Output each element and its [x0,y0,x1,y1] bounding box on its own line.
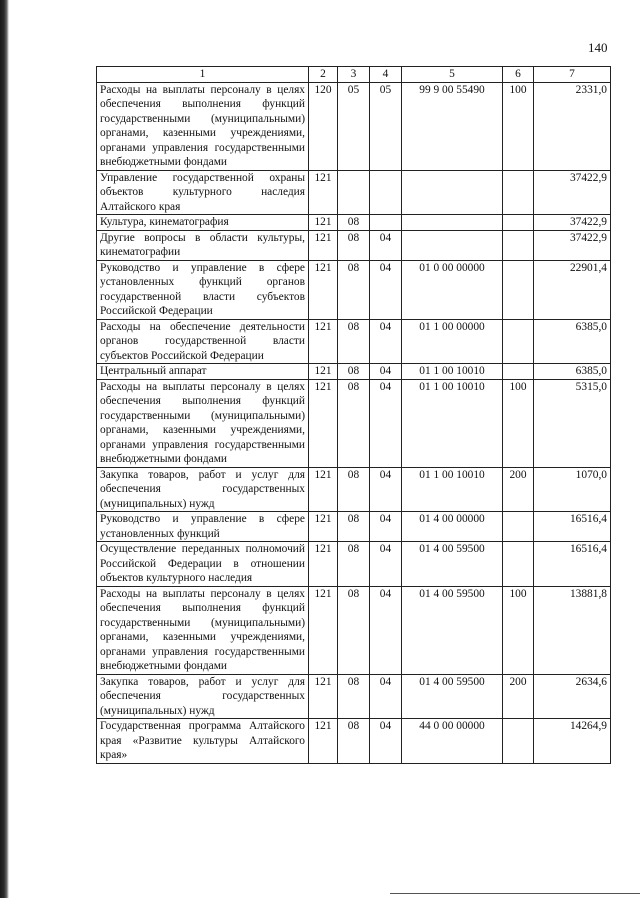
cell-section: 08 [338,542,370,587]
column-header: 1 [97,67,309,83]
cell-name: Культура, кинематография [97,215,309,231]
table-row [97,364,611,380]
table-row [97,467,611,512]
table-row [97,512,611,542]
cell-amount: 6385,0 [534,319,611,364]
cell-target-article: 99 9 00 55490 [402,82,503,170]
cell-name: Центральный аппарат [97,364,309,380]
cell-target-article: 01 4 00 00000 [402,512,503,542]
cell-subsection: 04 [370,586,402,674]
cell-name: Другие вопросы в области культуры, кинематографии [97,230,309,260]
cell-expense-type [503,512,534,542]
cell-subsection: 04 [370,467,402,512]
cell-subsection: 04 [370,364,402,380]
cell-section: 08 [338,260,370,319]
cell-target-article [402,230,503,260]
table-row [97,319,611,364]
cell-target-article: 01 4 00 59500 [402,586,503,674]
cell-expense-type: 100 [503,82,534,170]
cell-admin-code: 121 [309,230,338,260]
cell-target-article: 01 1 00 10010 [402,467,503,512]
cell-amount: 5315,0 [534,379,611,467]
cell-name: Расходы на выплаты персоналу в целях обеспечения выполнения функций государственными (муниципальными) органами, казенными учреждениями, органами управления государственными внебюджетными фондами [97,586,309,674]
cell-expense-type [503,215,534,231]
table-header-row [97,67,611,83]
table-row [97,82,611,170]
cell-section: 08 [338,586,370,674]
cell-subsection: 04 [370,719,402,764]
cell-amount: 6385,0 [534,364,611,380]
cell-name: Управление государственной охраны объектов культурного наследия Алтайского края [97,170,309,215]
cell-admin-code: 120 [309,82,338,170]
cell-name: Расходы на выплаты персоналу в целях обеспечения выполнения функций государственными (муниципальными) органами, казенными учреждениями, органами управления государственными внебюджетными фондами [97,379,309,467]
cell-admin-code: 121 [309,719,338,764]
table-row [97,719,611,764]
page-number: 140 [588,40,608,55]
cell-section: 08 [338,674,370,719]
bottom-rule [390,893,640,894]
cell-expense-type: 100 [503,586,534,674]
cell-amount: 2331,0 [534,82,611,170]
cell-subsection [370,170,402,215]
cell-name: Расходы на выплаты персоналу в целях обеспечения выполнения функций государственными (муниципальными) органами, казенными учреждениями, органами управления государственными внебюджетными фондами [97,82,309,170]
column-header: 7 [534,67,611,83]
cell-subsection: 04 [370,674,402,719]
cell-name: Закупка товаров, работ и услуг для обеспечения государственных (муниципальных) нужд [97,674,309,719]
cell-admin-code: 121 [309,512,338,542]
column-header: 4 [370,67,402,83]
cell-amount: 16516,4 [534,542,611,587]
cell-target-article: 01 1 00 10010 [402,364,503,380]
cell-target-article: 01 1 00 10010 [402,379,503,467]
cell-subsection: 04 [370,512,402,542]
cell-section: 08 [338,467,370,512]
cell-name: Государственная программа Алтайского края «Развитие культуры Алтайского края» [97,719,309,764]
cell-admin-code: 121 [309,674,338,719]
table-row [97,170,611,215]
cell-subsection: 05 [370,82,402,170]
cell-section: 08 [338,719,370,764]
cell-name: Осуществление переданных полномочий Российской Федерации в отношении объектов культурного наследия [97,542,309,587]
cell-target-article: 01 0 00 00000 [402,260,503,319]
cell-amount: 22901,4 [534,260,611,319]
cell-amount: 16516,4 [534,512,611,542]
cell-expense-type [503,719,534,764]
cell-target-article: 44 0 00 00000 [402,719,503,764]
cell-section: 08 [338,364,370,380]
cell-name: Расходы на обеспечение деятельности органов государственной власти субъектов Российской Федерации [97,319,309,364]
scan-edge-shadow [0,0,9,898]
column-header: 3 [338,67,370,83]
cell-admin-code: 121 [309,215,338,231]
cell-section: 08 [338,379,370,467]
table-row [97,379,611,467]
cell-amount: 13881,8 [534,586,611,674]
cell-target-article: 01 1 00 00000 [402,319,503,364]
cell-subsection: 04 [370,230,402,260]
cell-name: Закупка товаров, работ и услуг для обеспечения государственных (муниципальных) нужд [97,467,309,512]
cell-section: 08 [338,215,370,231]
cell-subsection: 04 [370,379,402,467]
cell-expense-type [503,260,534,319]
table-row [97,260,611,319]
table-row [97,542,611,587]
cell-target-article [402,215,503,231]
cell-subsection [370,215,402,231]
cell-expense-type [503,319,534,364]
table-row [97,230,611,260]
cell-name: Руководство и управление в сфере установленных функций органов государственной власти субъектов Российской Федерации [97,260,309,319]
cell-subsection: 04 [370,260,402,319]
cell-amount: 37422,9 [534,170,611,215]
cell-section: 05 [338,82,370,170]
cell-target-article [402,170,503,215]
cell-admin-code: 121 [309,364,338,380]
table-body [97,82,611,763]
budget-table [96,66,611,764]
cell-admin-code: 121 [309,467,338,512]
cell-amount: 14264,9 [534,719,611,764]
cell-target-article: 01 4 00 59500 [402,674,503,719]
cell-admin-code: 121 [309,260,338,319]
cell-admin-code: 121 [309,319,338,364]
cell-expense-type: 200 [503,467,534,512]
cell-admin-code: 121 [309,379,338,467]
cell-section [338,170,370,215]
cell-amount: 1070,0 [534,467,611,512]
cell-expense-type [503,230,534,260]
cell-expense-type [503,542,534,587]
cell-expense-type: 200 [503,674,534,719]
column-header: 6 [503,67,534,83]
cell-admin-code: 121 [309,170,338,215]
cell-amount: 37422,9 [534,230,611,260]
cell-subsection: 04 [370,319,402,364]
column-header: 5 [402,67,503,83]
cell-amount: 37422,9 [534,215,611,231]
table-row [97,215,611,231]
cell-expense-type: 100 [503,379,534,467]
cell-expense-type [503,364,534,380]
column-header: 2 [309,67,338,83]
cell-expense-type [503,170,534,215]
table-row [97,586,611,674]
cell-admin-code: 121 [309,586,338,674]
cell-subsection: 04 [370,542,402,587]
cell-section: 08 [338,512,370,542]
cell-target-article: 01 4 00 59500 [402,542,503,587]
cell-section: 08 [338,230,370,260]
cell-name: Руководство и управление в сфере установленных функций [97,512,309,542]
table-row [97,674,611,719]
cell-amount: 2634,6 [534,674,611,719]
cell-section: 08 [338,319,370,364]
cell-admin-code: 121 [309,542,338,587]
